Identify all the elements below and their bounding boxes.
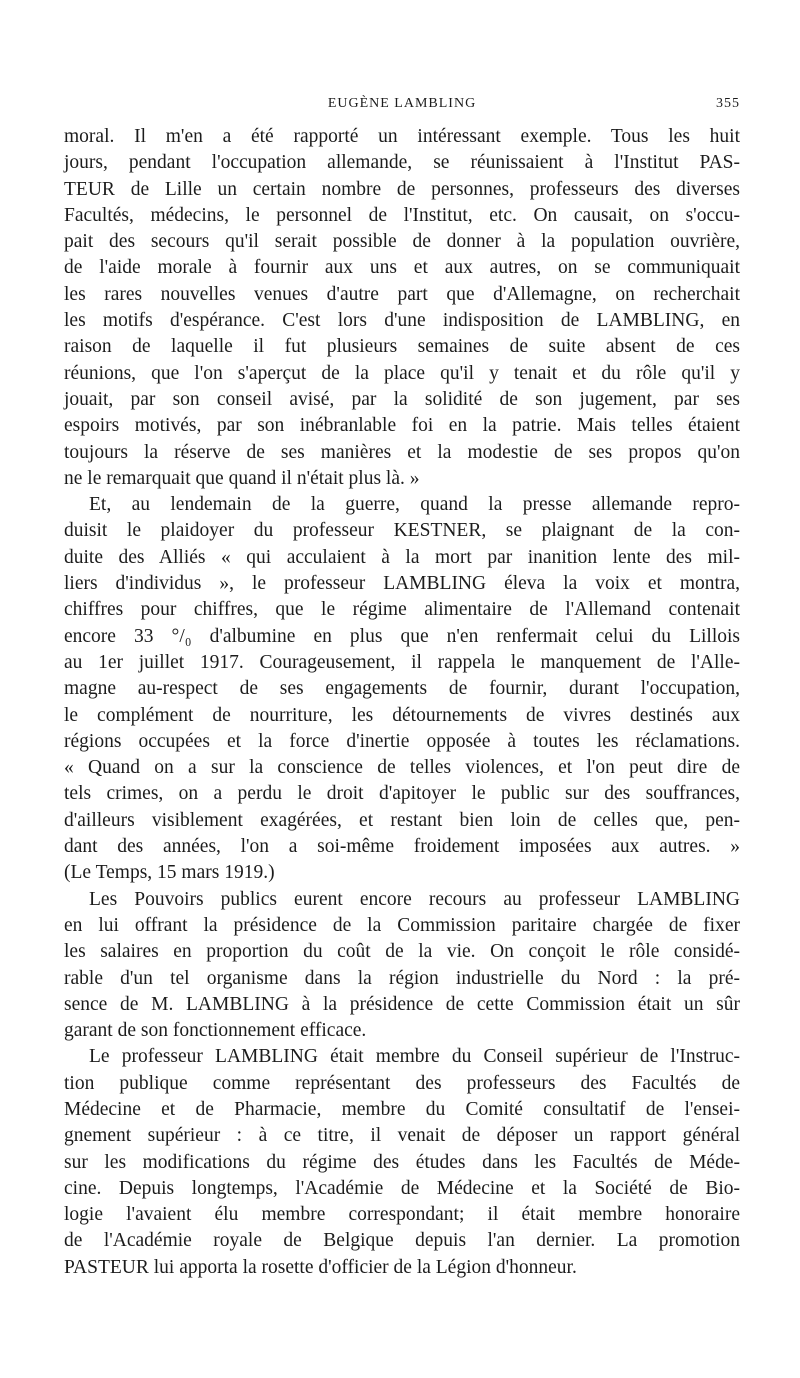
- text-line: de l'aide morale à fournir aux uns et aux autres, on se communiquait: [64, 257, 740, 279]
- text-line: toujours la réserve de ses manières et la modestie de ses propos qu'on: [64, 441, 740, 463]
- text-line: le complément de nourriture, les détournements de vivres destinés aux: [64, 704, 740, 726]
- text-line: duite des Alliés « qui acculaient à la mort par inanition lente des mil-: [64, 546, 740, 568]
- text-line: jours, pendant l'occupation allemande, se réunissaient à l'Institut PAS-: [64, 152, 740, 174]
- text-line: PASTEUR lui apporta la rosette d'officier de la Légion d'honneur.: [64, 1256, 577, 1278]
- text-line: de l'Académie royale de Belgique depuis l'an dernier. La promotion: [64, 1230, 740, 1252]
- running-head: EUGÈNE LAMBLING: [327, 96, 477, 111]
- text-line: au 1er juillet 1917. Courageusement, il rappela le manquement de l'Alle-: [64, 651, 740, 673]
- text-line: raison de laquelle il fut plusieurs semaines de suite absent de ces: [64, 336, 740, 358]
- text-line: encore 33 °/₀ d'albumine en plus que n'en renfermait celui du Lillois: [64, 625, 740, 647]
- text-line: régions occupées et la force d'inertie opposée à toutes les réclamations.: [64, 730, 740, 752]
- text-line: tion publique comme représentant des professeurs des Facultés de: [64, 1072, 740, 1094]
- text-line: sur les modifications du régime des études dans les Facultés de Méde-: [64, 1151, 740, 1173]
- text-line: jouait, par son conseil avisé, par la solidité de son jugement, par ses: [64, 388, 740, 410]
- text-line: cine. Depuis longtemps, l'Académie de Médecine et la Société de Bio-: [64, 1177, 740, 1199]
- text-line: duisit le plaidoyer du professeur KESTNER, se plaignant de la con-: [64, 520, 740, 542]
- text-line: pait des secours qu'il serait possible de donner à la population ouvrière,: [64, 231, 740, 253]
- text-line: sence de M. LAMBLING à la présidence de cette Commission était un sûr: [64, 993, 740, 1015]
- text-line: garant de son fonctionnement efficace.: [64, 1020, 367, 1042]
- text-line: espoirs motivés, par son inébranlable foi en la patrie. Mais telles étaient: [64, 415, 740, 437]
- text-line: d'ailleurs visiblement exagérées, et restant bien loin de celles que, pen-: [64, 809, 740, 831]
- text-line: magne au-respect de ses engagements de fournir, durant l'occupation,: [64, 678, 740, 700]
- text-line: Le professeur LAMBLING était membre du Conseil supérieur de l'Instruc-: [89, 1046, 740, 1068]
- text-line: rable d'un tel organisme dans la région industrielle du Nord : la pré-: [64, 967, 740, 989]
- text-line: TEUR de Lille un certain nombre de personnes, professeurs des diverses: [64, 178, 740, 200]
- text-line: les motifs d'espérance. C'est lors d'une indisposition de LAMBLING, en: [64, 310, 740, 332]
- text-line: gnement supérieur : à ce titre, il venait de déposer un rapport général: [64, 1125, 740, 1147]
- page-header: [64, 96, 740, 118]
- text-line: les rares nouvelles venues d'autre part que d'Allemagne, on recherchait: [64, 283, 740, 305]
- text-line: (Le Temps, 15 mars 1919.): [64, 862, 275, 884]
- text-line: logie l'avaient élu membre correspondant; il était membre honoraire: [64, 1204, 740, 1226]
- text-line: ne le remarquait que quand il n'était plus là. »: [64, 467, 420, 489]
- text-line: Médecine et de Pharmacie, membre du Comité consultatif de l'ensei-: [64, 1098, 740, 1120]
- text-line: en lui offrant la présidence de la Commission paritaire chargée de fixer: [64, 914, 740, 936]
- page-number: 355: [716, 96, 740, 111]
- text-line: Et, au lendemain de la guerre, quand la presse allemande repro-: [89, 494, 740, 516]
- text-line: les salaires en proportion du coût de la vie. On conçoit le rôle considé-: [64, 941, 740, 963]
- text-line: tels crimes, on a perdu le droit d'apitoyer le public sur des souffrances,: [64, 783, 740, 805]
- text-line: Facultés, médecins, le personnel de l'Institut, etc. On causait, on s'occu-: [64, 204, 740, 226]
- text-line: liers d'individus », le professeur LAMBLING éleva la voix et montra,: [64, 573, 740, 595]
- text-line: dant des années, l'on a soi-même froidement imposées aux autres. »: [64, 836, 740, 858]
- text-line: « Quand on a sur la conscience de telles violences, et l'on peut dire de: [64, 757, 740, 779]
- body-text: [64, 124, 740, 1281]
- text-line: chiffres pour chiffres, que le régime alimentaire de l'Allemand contenait: [64, 599, 740, 621]
- text-line: moral. Il m'en a été rapporté un intéressant exemple. Tous les huit: [64, 126, 740, 147]
- text-line: réunions, que l'on s'aperçut de la place qu'il y tenait et du rôle qu'il y: [64, 362, 740, 384]
- text-line: Les Pouvoirs publics eurent encore recours au professeur LAMBLING: [89, 888, 740, 910]
